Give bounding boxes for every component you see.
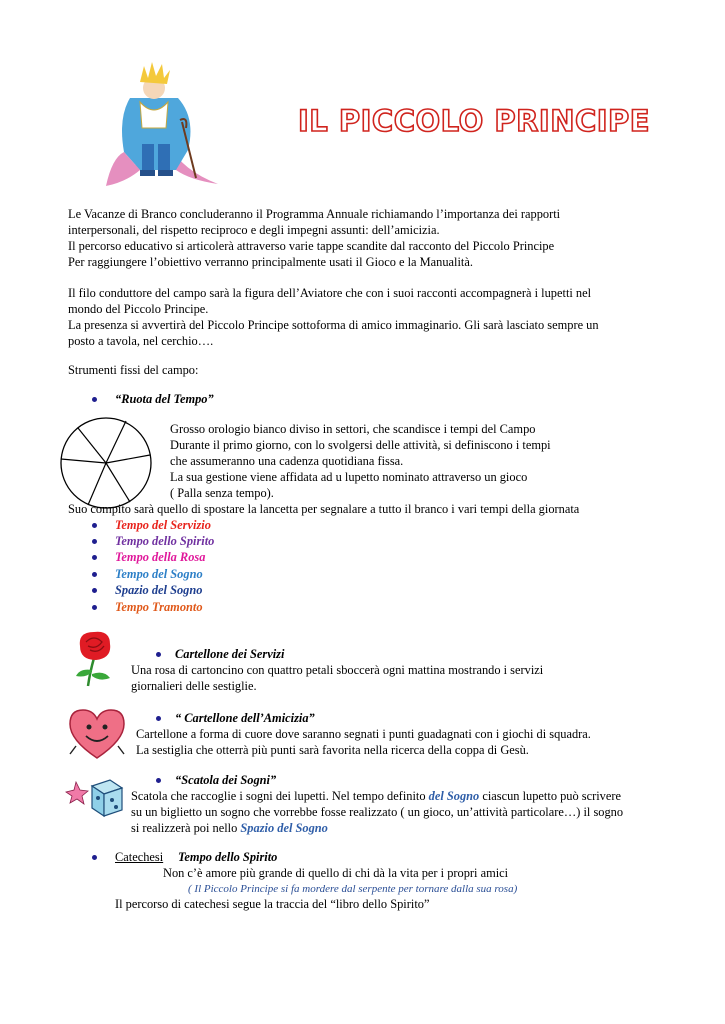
filo-line-2: mondo del Piccolo Principe. <box>68 302 209 316</box>
tempo-tramonto: Tempo Tramonto <box>115 600 203 614</box>
bullet <box>92 588 97 593</box>
sogni-line-3-start: si realizzerà poi nello <box>131 821 241 835</box>
bullet <box>92 397 97 402</box>
tempo-rosa: Tempo della Rosa <box>115 550 206 564</box>
filo-line-4: posto a tavola, nel cerchio…. <box>68 334 214 348</box>
intro-line-4: Per raggiungere l’obiettivo verranno principalmente usati il Gioco e la Manualità. <box>68 255 473 269</box>
tempo-servizio: Tempo del Servizio <box>115 518 211 532</box>
intro-line-1: Le Vacanze di Branco concluderanno il Programma Annuale richiamando l’importanza dei rapporti <box>68 207 561 221</box>
sogni-highlight-del-sogno: del Sogno <box>428 789 480 803</box>
bullet <box>92 539 97 544</box>
bullet <box>156 652 161 657</box>
filo-line-3: La presenza si avvertirà del Piccolo Principe sottoforma di amico immaginario. Gli sarà lasciato sempre un <box>68 318 599 332</box>
bullet <box>92 572 97 577</box>
ruota-line-5: ( Palla senza tempo). <box>170 486 274 500</box>
sogni-line-2: su un biglietto un sogno che vorrebbe fosse realizzato ( un gioco, un’attività particolare…) il sogno <box>131 805 624 819</box>
ruota-line-4: La sua gestione viene affidata ad u lupetto nominato attraverso un gioco <box>170 470 528 484</box>
wheel-of-time-icon <box>58 415 154 511</box>
sogni-line-1-end: ciascun lupetto può scrivere <box>479 789 622 803</box>
sogni-line-1 <box>131 788 621 804</box>
little-prince-illustration <box>78 58 230 198</box>
sogni-title: “Scatola dei Sogni” <box>175 773 277 787</box>
dream-box-icon <box>62 774 126 820</box>
ruota-title: “Ruota del Tempo” <box>115 392 214 406</box>
bullet <box>92 605 97 610</box>
intro-line-2: interpersonali, del rispetto reciproco e degli impegni assunti: dell’amicizia. <box>68 223 440 237</box>
sogni-highlight-spazio: Spazio del Sogno <box>240 821 328 835</box>
amicizia-title: “ Cartellone dell’Amicizia” <box>175 711 315 725</box>
intro-line-3: Il percorso educativo si articolerà attraverso varie tappe scandite dal racconto del Piccolo Principe <box>68 239 555 253</box>
spazio-sogno: Spazio del Sogno <box>115 583 203 597</box>
bullet <box>156 778 161 783</box>
bullet <box>92 523 97 528</box>
ruota-line-2: Durante il primo giorno, con lo svolgersi delle attività, si definiscono i tempi <box>170 438 551 452</box>
catechesi-note: ( Il Piccolo Principe si fa mordere dal serpente per tornare dalla sua rosa) <box>188 883 518 895</box>
sogni-line-1-start: Scatola che raccoglie i sogni dei lupetti. Nel tempo definito <box>131 789 429 803</box>
catechesi-quote: Non c’è amore più grande di quello di chi dà la vita per i propri amici <box>163 866 509 880</box>
bullet <box>92 555 97 560</box>
servizi-line-2: giornalieri delle sestiglie. <box>131 679 257 693</box>
heart-icon <box>66 706 128 762</box>
bullet <box>92 855 97 860</box>
servizi-title: Cartellone dei Servizi <box>175 647 285 661</box>
ruota-line-3: che assumeranno una cadenza quotidiana fissa. <box>170 454 404 468</box>
amicizia-line-2: La sestiglia che otterrà più punti sarà favorita nella ricerca della coppa di Gesù. <box>136 743 529 757</box>
servizi-line-1: Una rosa di cartoncino con quattro petali sboccerà ogni mattina mostrando i servizi <box>131 663 544 677</box>
page-title: IL PICCOLO PRINCIPE <box>298 104 651 138</box>
tempo-spirito: Tempo dello Spirito <box>115 534 215 548</box>
rose-icon <box>70 628 122 688</box>
ruota-compito: Suo compito sarà quello di spostare la lancetta per segnalare a tutto il branco i vari tempi della giornata <box>68 502 580 516</box>
ruota-line-1: Grosso orologio bianco diviso in settori, che scandisce i tempi del Campo <box>170 422 536 436</box>
sogni-line-3 <box>131 820 328 836</box>
catechesi-percorso: Il percorso di catechesi segue la traccia del “libro dello Spirito” <box>115 897 430 911</box>
catechesi-tempo: Tempo dello Spirito <box>178 850 278 864</box>
bullet <box>156 716 161 721</box>
tempo-sogno: Tempo del Sogno <box>115 567 203 581</box>
strumenti-label: Strumenti fissi del campo: <box>68 363 199 377</box>
catechesi-label: Catechesi <box>115 850 164 864</box>
filo-line-1: Il filo conduttore del campo sarà la figura dell’Aviatore che con i suoi racconti accompagnerà i lupetti nel <box>68 286 592 300</box>
amicizia-line-1: Cartellone a forma di cuore dove saranno segnati i punti guadagnati con i giochi di squadra. <box>136 727 591 741</box>
